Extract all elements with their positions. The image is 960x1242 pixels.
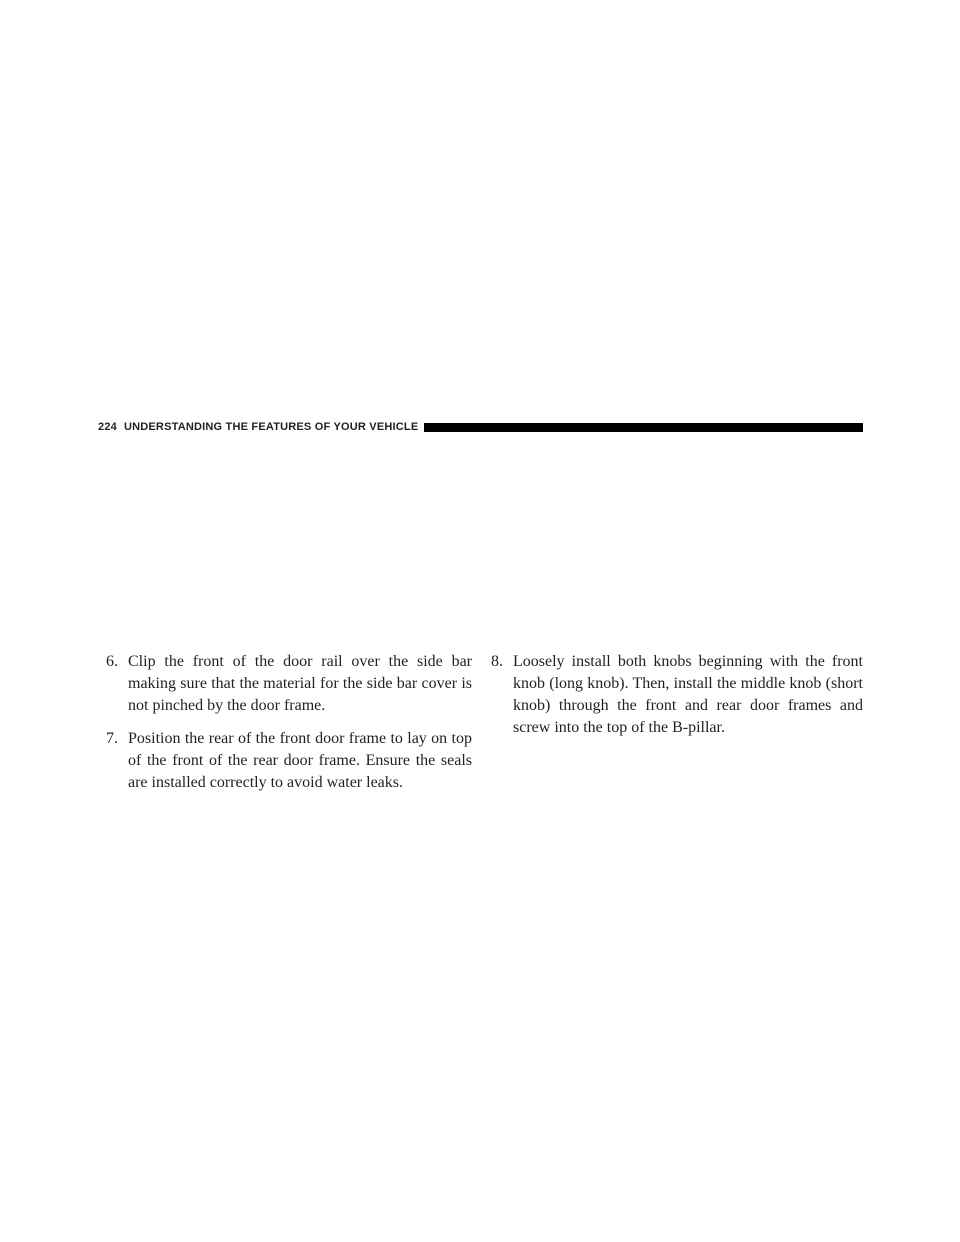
page-number: 224 [98, 421, 117, 433]
step-text: Loosely install both knobs beginning with the front knob (long knob). Then, install the middle knob (short knob) through the front and rear door frames and screw into the top of the B-pillar. [513, 653, 863, 736]
section-title: UNDERSTANDING THE FEATURES OF YOUR VEHICLE [123, 421, 419, 433]
step-text: Clip the front of the door rail over the side bar making sure that the material for the side bar cover is not pinched by the door frame. [128, 653, 472, 714]
list-item [491, 651, 863, 739]
right-column [491, 651, 863, 750]
page-header [98, 419, 863, 435]
list-item [106, 651, 472, 717]
step-number: 8. [491, 653, 503, 670]
step-number: 6. [106, 653, 118, 670]
list-item [106, 728, 472, 794]
left-column [106, 651, 472, 805]
step-text: Position the rear of the front door frame to lay on top of the front of the rear door frame. Ensure the seals are installed correctly to avoid water leaks. [128, 730, 472, 791]
step-number: 7. [106, 730, 118, 747]
header-rule [424, 423, 863, 432]
